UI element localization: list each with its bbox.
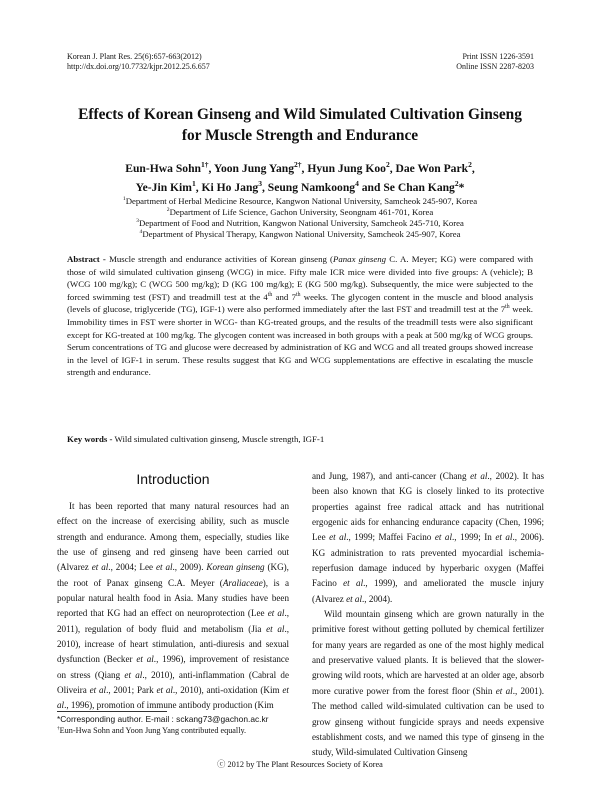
journal-ref: Korean J. Plant Res. 25(6):657-663(2012) [67,52,202,61]
text: ., 2001). The method called wild-simulated cultivation can be used to grow ginseng without fungicide sprays and needs expensive establishment costs, and we named this type of ginseng in the study, Wild-simulated Cultivation Ginseng [312,685,544,758]
italic: et al [495,532,513,543]
italic: et al [329,532,347,543]
keywords-text: Wild simulated cultivation ginseng, Muscle strength, IGF-1 [112,434,325,444]
author-sup: 1 [191,179,196,189]
corresponding-author: *Corresponding author. E-mail : sckang73@gachon.ac.kr [57,714,269,724]
text: It has been reported that many natural resources had an effect on the increase of exercising ability, such as muscle strength and endurance. Among them, especially, studies like the use of ginseng and red ginseng have been carried out (Alvarez [57,501,289,573]
equal-contribution-note [57,725,297,737]
paragraph [312,607,544,760]
text: ., 2004; Lee [108,562,156,573]
body-column-left [57,499,289,714]
online-issn: Online ISSN 2287-8203 [456,62,534,71]
author-name: Dae Won Park [395,162,469,175]
italic: et al [91,562,109,573]
title-line-1: Effects of Korean Ginseng and Wild Simulated Cultivation Ginseng [78,106,522,123]
abstract-text: and 7 [272,291,297,302]
issn-block [456,52,534,72]
doi-link[interactable]: http://dx.doi.org/10.7732/kjpr.2012.25.6.657 [67,62,210,71]
affiliation-list [40,196,560,240]
author-line-1 [40,159,560,178]
affiliation-sup: 2 [166,207,170,214]
abstract-text: week. Immobility times in FST were shorter in WCG- than KG-treated groups, and the results of the treadmill tests were also significant except for KG-treated at 100 mg/kg. The glycogen content was increased in both groups with a peak at 500 mg/kg of WCG groups. Serum concentrations of TG and glucose were decreased by administration of KG and WCG and all treated groups showed increase in the level of IGF-1 in serum. These results suggest that KG and WCG supplementations are effective in escalating the muscle strength and endurance. [67,304,533,378]
affiliation [40,196,560,207]
italic: et al [495,685,513,696]
text: ., 2009). [172,562,207,573]
dagger-sup: † [57,725,60,732]
italic: Araliaceae [222,577,263,588]
author-sup: 3 [258,179,262,189]
footnotes [57,713,297,737]
text: ., 2004). [362,593,393,604]
journal-citation [67,52,210,72]
keywords [67,433,533,445]
italic: et al [343,578,364,589]
abstract-text: C. A. Meyer; KG) were compared with those of wild simulated cultivation ginseng (WCG) in mice. Fifty male ICR mice were divided into five groups: A (vehicle); B (WCG 100 mg/kg); C (WCG 500 mg/kg); D (KG 100 mg/kg); E (KG 500 mg/kg). Subsequently, the mice were subjected to the forced swimming test (FST) and treadmill test at the 4 [67,254,534,302]
abstract-sup: th [505,304,510,311]
body-column-right [312,469,544,761]
author-sep: , [471,162,475,175]
text: ., 2002). It has been also known that KG is closely linked to its protective properties against free radical attack and has nutritional ergogenic aids for enhancing endurance capacity (Chen, 1996; Lee [312,471,544,543]
text: ., 1999), and ameliorated the muscle injury (Alvarez [312,578,544,604]
text: ., 1999; Maffei Facino [346,532,435,543]
affiliation-sup: 3 [136,218,139,225]
title-line-2: for Muscle Strength and Endurance [181,127,419,144]
text: Wild mountain ginseng which are grown naturally in the primitive forest without getting polluted by chemical fertilizer for many years are regarded as one of the most highly medical and preservative valued plants. It is believed that the slower-growing wild roots, which are harvested at an older age, absorb more curative power from the forest floor (Shin [312,609,544,696]
text: ., 2010), anti-oxidation (Kim [172,685,283,696]
affiliation-text: Department of Life Science, Gachon University, Seongnam 461-701, Korea [169,207,434,217]
text: ., 1996), promotion of immune antibody production (Kim [64,700,274,711]
author-name: Ye-Jin Kim [135,181,192,194]
author-sep: , [261,181,268,194]
author-list [40,159,560,197]
abstract-sup: th [296,291,301,298]
author-sep: , [195,181,202,194]
abstract [67,253,533,379]
italic: et al [434,532,452,543]
paragraph [312,469,544,607]
author-line-2 [40,178,560,197]
text: ., 2006). KG administration to rats prevented myocardial ischemia-reperfusion damage induced by hyperbaric oxygen (Maffei Facino [312,532,544,589]
author-sep: , [389,162,396,175]
italic: et al [346,593,363,604]
keywords-label: Key words - [67,434,113,444]
author-name: Eun-Hwa Sohn [125,162,201,175]
author-sup: 2 [385,160,390,170]
print-issn: Print ISSN 1226-3591 [462,52,534,61]
paper-title [40,104,560,146]
copyright-footer: ⓒ 2012 by The Plant Resources Society of Korea [217,760,383,769]
author-name: Seung Namkoong [267,181,356,194]
author-name: Yoon Jung Yang [213,162,294,175]
affiliation-text: Department of Food and Nutrition, Kangwon National University, Samcheok 245-710, Korea [138,218,464,228]
affiliation [40,218,560,229]
abstract-italic: Panax ginseng [333,254,387,264]
abstract-sup: th [267,291,273,298]
affiliation-sup: 4 [139,229,143,236]
abstract-text: Muscle strength and endurance activities of Korean ginseng ( [105,254,333,264]
author-sep: * [458,181,465,194]
author-sep: , [208,162,214,175]
section-heading-introduction: Introduction [136,471,210,487]
italic: Korean ginseng [206,562,265,573]
text: ., 2001; Park [106,685,157,696]
affiliation-sup: 1 [122,196,126,203]
italic: et al [266,623,285,634]
author-name: Se Chan Kang [383,181,455,194]
italic: et al [57,685,289,711]
paragraph [57,499,289,714]
contribution-text: Eun-Hwa Sohn and Yoon Jung Yang contributed equally. [59,726,247,735]
author-sup: 2 [468,160,472,170]
italic: et al [470,471,488,481]
author-sep: , [301,162,308,175]
author-name: Ki Ho Jang [201,181,259,194]
abstract-text: weeks. The glycogen content in the muscle and blood analysis (levels of glucose, triglyceride (TG), IGF-1) were also performed immediately after the last FST and treadmill test at the 7 [67,291,534,315]
footnote-divider [57,711,167,712]
text: ., 2011), regulation of body fluid and metabolism (Jia [57,608,289,634]
author-sup: 1† [200,160,209,170]
italic: et al [89,685,107,696]
italic: et al [267,608,285,619]
text: ), is a popular natural health food in Asia. Many studies have been reported that KG had an effect on neuroprotection (Lee [57,577,290,619]
text: ., 1999; In [451,532,496,543]
author-sup: 4 [355,179,359,189]
affiliation-text: Department of Physical Therapy, Kangwon National University, Samcheok 245-907, Korea [142,229,461,239]
affiliation [40,229,560,240]
affiliation [40,207,560,218]
text: ., 2010), increase of heart stimulation, anti-diuresis and sexual dysfunction (Becker [57,623,289,665]
author-sep: and [358,181,384,194]
affiliation-text: Department of Herbal Medicine Resource, Kangwon National University, Samcheok 245-907, Korea [125,196,478,206]
text: ., 1996), improvement of resistance on stress (Qiang [57,654,289,680]
author-sup: 2† [294,160,302,170]
text: (KG), the root of Panax ginseng C.A. Meyer ( [57,562,289,588]
author-sup: 2 [454,179,459,189]
italic: et al [124,669,143,680]
italic: et al [156,685,173,696]
italic: et al [136,654,154,665]
italic: et al [155,562,173,573]
author-name: Hyun Jung Koo [307,162,386,175]
text: and Jung, 1987), and anti-cancer (Chang [312,471,471,481]
abstract-label: Abstract - [67,254,106,264]
text: ., 2010), anti-inflammation (Cabral de Oliveira [57,669,289,696]
